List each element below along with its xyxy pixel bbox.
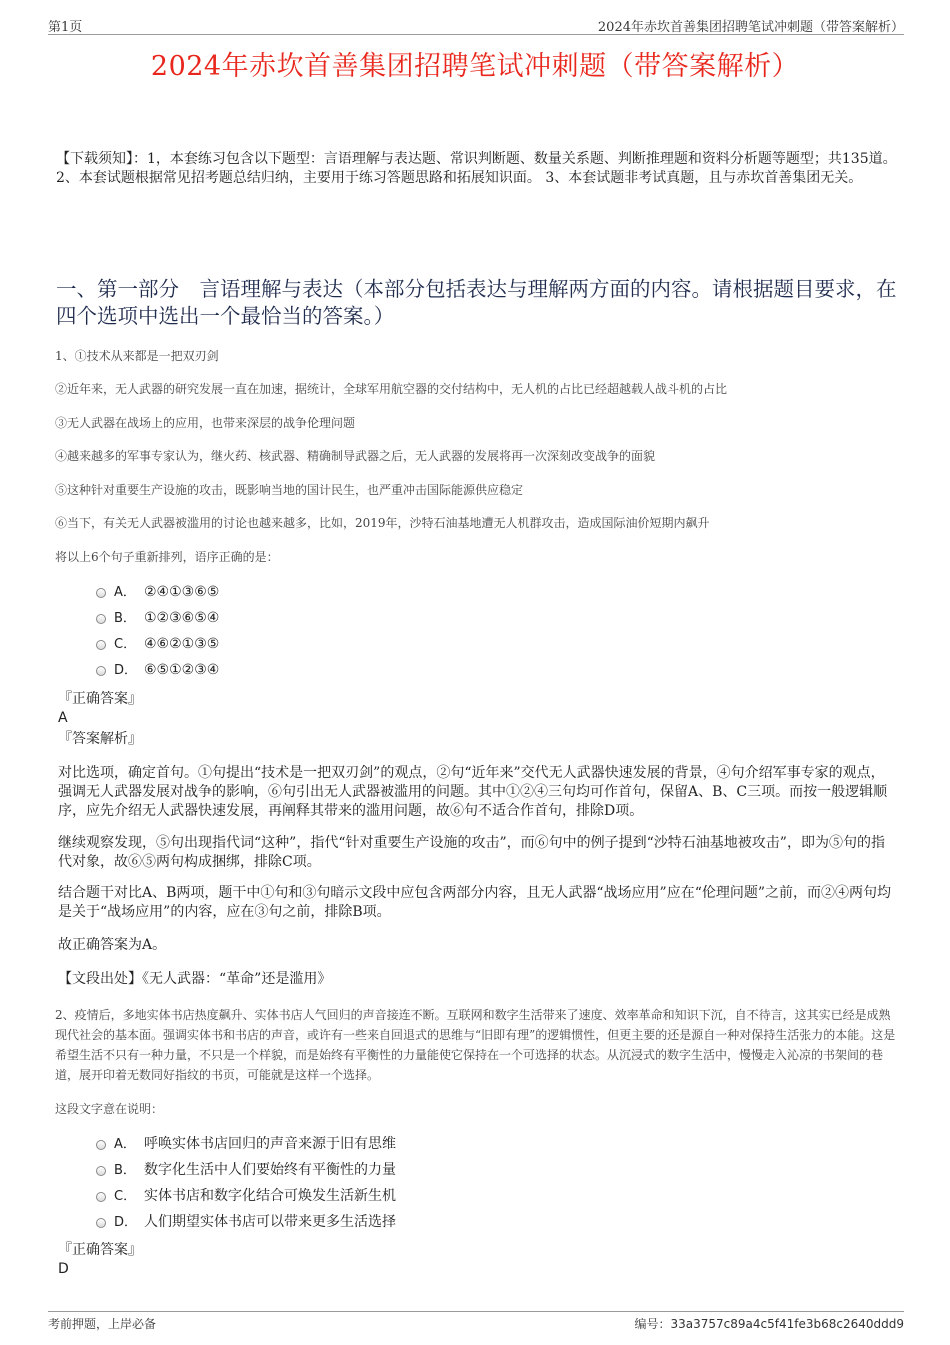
q1-option-d[interactable]: D． ⑥⑤①②③④ — [96, 660, 219, 680]
q1-analysis-p2: 继续观察发现，⑤句出现指代词“这种”，指代“针对重要生产设施的攻击”，而⑥句中的例子提到“沙特石油基地被攻击”，即为⑤句的指代对象，故⑥⑤两句构成捆绑，排除C项。 — [58, 835, 885, 870]
radio-button-icon[interactable] — [96, 666, 106, 676]
q2-prompt: 这段文字意在说明： — [55, 1102, 164, 1116]
q2-option-b[interactable]: B． 数字化生活中人们要始终有平衡性的力量 — [96, 1160, 396, 1180]
q1-option-b[interactable]: B． ①②③⑥⑤④ — [96, 608, 219, 628]
q1-answer: A — [58, 710, 68, 726]
q1-sentence-1: 1、①技术从来都是一把双刃剑 — [55, 349, 219, 363]
page-footer — [48, 1311, 904, 1334]
q2-option-c[interactable]: C． 实体书店和数字化结合可焕发生活新生机 — [96, 1186, 396, 1206]
radio-button-icon[interactable] — [96, 1140, 106, 1150]
radio-button-icon[interactable] — [96, 614, 106, 624]
radio-button-icon[interactable] — [96, 1218, 106, 1228]
section-heading: 一、第一部分 言语理解与表达（本部分包括表达与理解两方面的内容。请根据题目要求，在四个选项中选出一个最恰当的答案。） — [56, 277, 897, 328]
q1-analysis-p4: 故正确答案为A。 — [58, 937, 167, 953]
q1-sentence-3: ③无人武器在战场上的应用，也带来深层的战争伦理问题 — [55, 416, 356, 430]
q1-analysis-p3: 结合题干对比A、B两项，题干中①句和③句暗示文段中应包含两部分内容，且无人武器“战场应用”应在“伦理问题”之前，而②④两句均是关于“战场应用”的内容，应在③句之前，排除B项。 — [58, 885, 892, 920]
q1-analysis-p1: 对比选项，确定首句。①句提出“技术是一把双刃剑”的观点，②句“近年来”交代无人武器快速发展的背景，④句介绍军事专家的观点，强调无人武器发展对战争的影响，⑥句引出无人武器被滥用的问题。其中①②④三句均可作首句，保留A、B、C三项。而按一般逻辑顺序，应先介绍无人武器快速发展，再阐释其带来的滥用问题，故⑥句不适合作首句，排除D项。 — [58, 765, 888, 819]
q1-option-a[interactable]: A． ②④①③⑥⑤ — [96, 582, 219, 602]
document-title: 2024年赤坎首善集团招聘笔试冲刺题（带答案解析） — [150, 51, 800, 82]
q1-sentence-6: ⑥当下，有关无人武器被滥用的讨论也越来越多，比如，2019年，沙特石油基地遭无人机群攻击，造成国际油价短期内飙升 — [55, 516, 710, 530]
q2-answer: D — [58, 1261, 69, 1277]
q1-sentence-5: ⑤这种针对重要生产设施的攻击，既影响当地的国计民生，也严重冲击国际能源供应稳定 — [55, 483, 524, 497]
radio-button-icon[interactable] — [96, 1166, 106, 1176]
footer-code-label: 编号： — [634, 1317, 671, 1331]
page-number: 第1页 — [48, 20, 83, 35]
q1-answer-label: 『正确答案』 — [58, 691, 142, 707]
header-doc-title: 2024年赤坎首善集团招聘笔试冲刺题（带答案解析） — [597, 20, 904, 35]
download-notice: 【下载须知】：1，本套练习包含以下题型：言语理解与表达题、常识判断题、数量关系题、判断推理题和资料分析题等题型；共135道。 2、本套试题根据常见招考题总结归纳，主要用于练习答题思路和拓展知识面。 3、本套试题非考试真题，且与赤坎首善集团无关。 — [56, 151, 897, 186]
radio-button-icon[interactable] — [96, 640, 106, 650]
q2-answer-label: 『正确答案』 — [58, 1242, 142, 1258]
footer-code-value: 33a3757c89a4c5f41fe3b68c2640ddd9 — [670, 1317, 904, 1331]
radio-button-icon[interactable] — [96, 588, 106, 598]
q1-sentence-4: ④越来越多的军事专家认为，继火药、核武器、精确制导武器之后，无人武器的发展将再一次深刻改变战争的面貌 — [55, 449, 656, 463]
q1-sentence-2: ②近年来，无人武器的研究发展一直在加速，据统计，全球军用航空器的交付结构中，无人机的占比已经超越载人战斗机的占比 — [55, 382, 728, 396]
q1-source: 【文段出处】《无人武器：“革命”还是滥用》 — [58, 971, 332, 987]
q2-stem: 2、疫情后，多地实体书店热度飙升、实体书店人气回归的声音接连不断。互联网和数字生活带来了速度、效率革命和知识下沉，自不待言，这其实已经是成熟现代社会的基本面。强调实体书和书店的声音，或许有一些来自回退式的思维与“旧即有理”的逻辑惯性，但更主要的还是源自一种对保持生活张力的本能。这是希望生活不只有一种力量，不只是一个样貌，而是始终有平衡性的力量能使它保持在一个可选择的状态。从沉浸式的数字生活中，慢慢走入沁凉的书架间的巷道，展开印着无数同好指纹的书页，可能就是这样一个选择。 — [55, 1008, 896, 1082]
q1-option-c[interactable]: C． ④⑥②①③⑤ — [96, 634, 219, 654]
footer-slogan: 考前押题，上岸必备 — [48, 1317, 157, 1331]
radio-button-icon[interactable] — [96, 1192, 106, 1202]
q1-prompt: 将以上6个句子重新排列，语序正确的是： — [55, 550, 279, 564]
footer-code — [634, 1315, 904, 1332]
page-header — [48, 14, 904, 35]
q1-analysis-label: 『答案解析』 — [58, 731, 142, 747]
q2-option-d[interactable]: D． 人们期望实体书店可以带来更多生活选择 — [96, 1212, 396, 1232]
q2-option-a[interactable]: A． 呼唤实体书店回归的声音来源于旧有思维 — [96, 1134, 396, 1154]
